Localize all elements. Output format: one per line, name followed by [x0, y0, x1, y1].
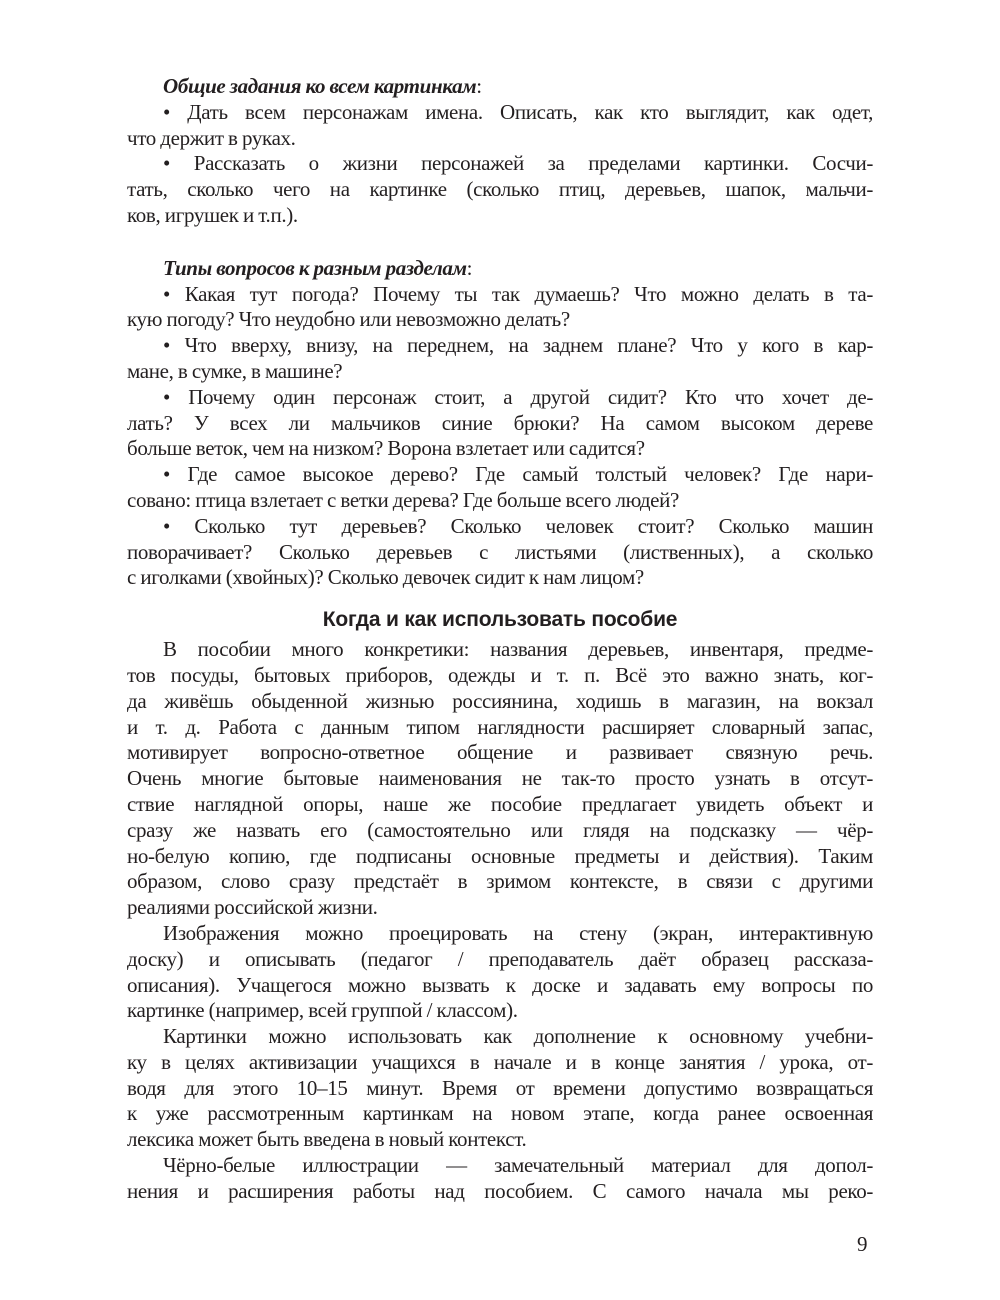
paragraph-line: кую погоду? Что неудобно или невозможно делать?	[127, 307, 570, 332]
paragraph-line: нения и расширения работы над пособием. С самого начала мы реко-	[127, 1178, 873, 1203]
paragraph-line: поворачивает? Сколько деревьев с листьями (лиственных), а сколько	[127, 539, 873, 564]
paragraph-line: больше веток, чем на низком? Ворона взлетает или садится?	[127, 436, 645, 461]
paragraph-line: • Какая тут погода? Почему ты так думаешь? Что можно делать в та-	[163, 281, 873, 306]
paragraph-line: к уже рассмотренным картинкам на новом этапе, когда ранее освоенная	[127, 1101, 873, 1126]
paragraph-line: доску) и описывать (педагог / преподаватель даёт образец рассказа-	[127, 946, 873, 971]
paragraph-line: В пособии много конкретики: названия деревьев, инвентаря, предме-	[163, 637, 873, 662]
document-page	[127, 74, 873, 1205]
general-tasks-heading: Общие задания ко всем картинкам:	[163, 74, 482, 98]
paragraph-line: картинке (например, всей группой / классом).	[127, 998, 518, 1023]
paragraph-line: ку в целях активизации учащихся в начале и в конце занятия / урока, от-	[127, 1049, 873, 1074]
paragraph-line: реалиями российской жизни.	[127, 895, 378, 920]
paragraph-line: что держит в руках.	[127, 125, 296, 150]
paragraph-line: лать? У всех ли мальчиков синие брюки? На самом высоком дереве	[127, 410, 873, 435]
paragraph-line: тов посуды, бытовых приборов, одежды и т. п. Всё это важно знать, ког-	[127, 662, 873, 687]
paragraph-line: совано: птица взлетает с ветки дерева? Где больше всего людей?	[127, 487, 680, 512]
paragraph-line: и т. д. Работа с данным типом наглядности расширяет словарный запас,	[127, 714, 873, 739]
paragraph-line: • Что вверху, внизу, на переднем, на заднем плане? Что у кого в кар-	[163, 333, 873, 358]
paragraph-line: сразу же назвать его (самостоятельно или глядя на подсказку — чёр-	[127, 817, 873, 842]
paragraph-line: мотивирует вопросно-ответное общение и развивает связную речь.	[127, 740, 873, 765]
paragraph-line: • Дать всем персонажам имена. Описать, как кто выглядит, как одет,	[163, 99, 873, 124]
paragraph-line: ствие наглядной опоры, наше же пособие предлагает увидеть объект и	[127, 791, 873, 816]
paragraph-line: лексика может быть введена в новый контекст.	[127, 1127, 527, 1152]
paragraph-line: описания). Учащегося можно вызвать к доске и задавать ему вопросы по	[127, 972, 873, 997]
paragraph-line: мане, в сумке, в машине?	[127, 358, 343, 383]
section-spacer	[127, 229, 873, 256]
paragraph-line: но-белую копию, где подписаны основные предметы и действия). Таким	[127, 843, 873, 868]
paragraph-line: с иголками (хвойных)? Сколько девочек сидит к нам лицом?	[127, 565, 644, 590]
paragraph-line: тать, сколько чего на картинке (сколько птиц, деревьев, шапок, мальчи-	[127, 177, 873, 202]
paragraph-line: образом, слово сразу предстаёт в зримом контексте, в связи с другими	[127, 869, 873, 894]
paragraph-line: ков, игрушек и т.п.).	[127, 202, 298, 227]
paragraph-line: • Сколько тут деревьев? Сколько человек стоит? Сколько машин	[163, 513, 873, 538]
paragraph-line: Очень многие бытовые наименования не так-то просто узнать в отсут-	[127, 766, 873, 791]
paragraph-line: • Где самое высокое дерево? Где самый толстый человек? Где нари-	[163, 462, 873, 487]
paragraph-line: водя для этого 10–15 минут. Время от времени допустимо возвращаться	[127, 1075, 873, 1100]
paragraph-line: • Почему один персонаж стоит, а другой сидит? Кто что хочет де-	[163, 384, 873, 409]
paragraph-line: Чёрно-белые иллюстрации — замечательный материал для допол-	[163, 1153, 873, 1178]
paragraph-line: Изображения можно проецировать на стену (экран, интерактивную	[163, 920, 873, 945]
paragraph-line: Картинки можно использовать как дополнение к основному учебни-	[163, 1024, 873, 1049]
paragraph-line: да живёшь обыденной жизнью россиянина, ходишь в магазин, на вокзал	[127, 688, 873, 713]
page-number: 9	[857, 1232, 868, 1256]
section-title: Когда и как использовать пособие	[322, 608, 678, 632]
question-types-heading: Типы вопросов к разным разделам:	[163, 255, 473, 280]
paragraph-line: • Рассказать о жизни персонажей за пределами картинки. Сосчи-	[163, 151, 873, 176]
